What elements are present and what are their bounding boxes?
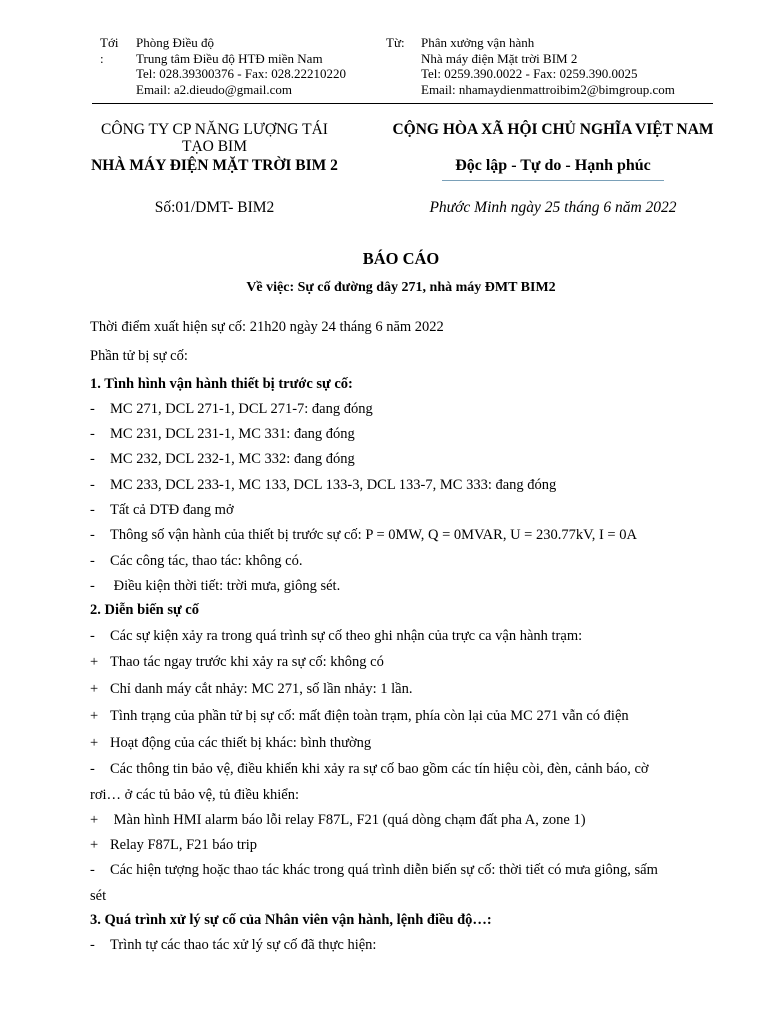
plant-name: NHÀ MÁY ĐIỆN MẶT TRỜI BIM 2 (91, 157, 338, 174)
sender-line: Nhà máy điện Mặt trời BIM 2 (421, 50, 578, 66)
dash: - (90, 502, 95, 518)
list-item: - MC 232, DCL 232-1, MC 332: đang đóng (90, 451, 355, 467)
list-item: + Thao tác ngay trước khi xảy ra sự cố: không có (90, 654, 384, 670)
list-item-continuation: sét (90, 888, 107, 904)
section-2-title: 2. Diễn biến sự cố (90, 602, 199, 618)
section-3-title: 3. Quá trình xử lý sự cố của Nhân viên vận hành, lệnh điều độ…: (90, 912, 492, 928)
list-item: + Hoạt động của các thiết bị khác: bình thường (90, 735, 372, 751)
sender-line: Tel: 0259.390.0022 - Fax: 0259.390.0025 (421, 66, 638, 81)
recipient-line: Tel: 028.39300376 - Fax: 028.22210220 (136, 66, 346, 81)
report-subject: Về việc: Sự cố đường dây 271, nhà máy ĐMT BIM2 (246, 280, 556, 295)
dash: - (90, 761, 95, 777)
plus: + (90, 837, 99, 853)
faulty-element: Phần tử bị sự cố: (90, 348, 188, 364)
list-item: - MC 271, DCL 271-1, DCL 271-7: đang đóng (90, 401, 373, 417)
sender-label: Từ: (386, 35, 405, 50)
recipient-block (136, 35, 386, 97)
list-item: - Thông số vận hành của thiết bị trước sự cố: P = 0MW, Q = 0MVAR, U = 230.77kV, I = 0A (90, 527, 637, 543)
section-1-title: 1. Tình hình vận hành thiết bị trước sự cố: (90, 376, 353, 392)
company-name-line1: CÔNG TY CP NĂNG LƯỢNG TÁI (101, 121, 328, 138)
dash: - (90, 628, 95, 644)
company-name (72, 121, 357, 155)
state-title: CỘNG HÒA XÃ HỘI CHỦ NGHĨA VIỆT NAM (392, 121, 714, 138)
dash: - (90, 426, 95, 442)
list-item: - Trình tự các thao tác xử lý sự cố đã thực hiện: (90, 937, 377, 953)
list-item: + Tình trạng của phần tử bị sự cố: mất điện toàn trạm, phía còn lại của MC 271 vẫn có điện (90, 708, 629, 724)
sender-block (421, 35, 721, 97)
list-item: - MC 233, DCL 233-1, MC 133, DCL 133-3, DCL 133-7, MC 333: đang đóng (90, 477, 557, 493)
list-item: - Các công tác, thao tác: không có. (90, 553, 303, 569)
dash: - (90, 553, 95, 569)
dash: - (90, 477, 95, 493)
list-item: - Điều kiện thời tiết: trời mưa, giông sét. (90, 578, 341, 594)
recipient-colon: : (100, 50, 104, 66)
sender-line: Phân xưởng vận hành (421, 35, 535, 50)
report-title: BÁO CÁO (362, 249, 440, 268)
plus: + (90, 812, 99, 828)
plus: + (90, 708, 99, 724)
place-date: Phước Minh ngày 25 tháng 6 năm 2022 (429, 199, 677, 216)
list-item: + Relay F87L, F21 báo trip (90, 837, 258, 853)
recipient-line: Phòng Điều độ (136, 35, 214, 50)
company-name-line2: TẠO BIM (181, 138, 247, 155)
dash: - (90, 937, 95, 953)
header-divider (92, 103, 713, 104)
dash: - (90, 401, 95, 417)
list-item: - Tất cả DTĐ đang mở (90, 502, 234, 518)
recipient-line: Email: a2.dieudo@gmail.com (136, 81, 293, 97)
list-item-continuation: rơi… ở các tủ bảo vệ, tủ điều khiển: (90, 787, 300, 803)
recipient-label: Tới (100, 35, 119, 50)
list-item: - Các sự kiện xảy ra trong quá trình sự cố theo ghi nhận của trực ca vận hành trạm: (90, 628, 583, 644)
dash: - (90, 578, 95, 594)
dash: - (90, 451, 95, 467)
list-item: - Các thông tin bảo vệ, điều khiển khi xảy ra sự cố bao gồm các tín hiệu còi, đèn, cảnh báo, cờ (90, 761, 649, 777)
doc-number: Số:01/DMT- BIM2 (154, 199, 275, 216)
state-motto: Độc lập - Tự do - Hạnh phúc (455, 157, 651, 174)
motto-underline (442, 180, 664, 181)
dash: - (90, 862, 95, 878)
plus: + (90, 654, 99, 670)
sender-line: Email: nhamaydienmattroibim2@bimgroup.com (421, 81, 675, 97)
list-item: + Màn hình HMI alarm báo lỗi relay F87L, F21 (quá dòng chạm đất pha A, zone 1) (90, 812, 586, 828)
incident-time: Thời điểm xuất hiện sự cố: 21h20 ngày 24 tháng 6 năm 2022 (90, 319, 444, 335)
plus: + (90, 681, 99, 697)
list-item: + Chỉ danh máy cắt nhảy: MC 271, số lần nhảy: 1 lần. (90, 681, 413, 697)
list-item: - MC 231, DCL 231-1, MC 331: đang đóng (90, 426, 355, 442)
recipient-line: Trung tâm Điều độ HTĐ miền Nam (136, 50, 323, 66)
list-item: - Các hiện tượng hoặc thao tác khác trong quá trình diễn biến sự cố: thời tiết có mưa giông, sấm (90, 862, 658, 878)
recipient-label-block (100, 35, 130, 66)
dash: - (90, 527, 95, 543)
plus: + (90, 735, 99, 751)
